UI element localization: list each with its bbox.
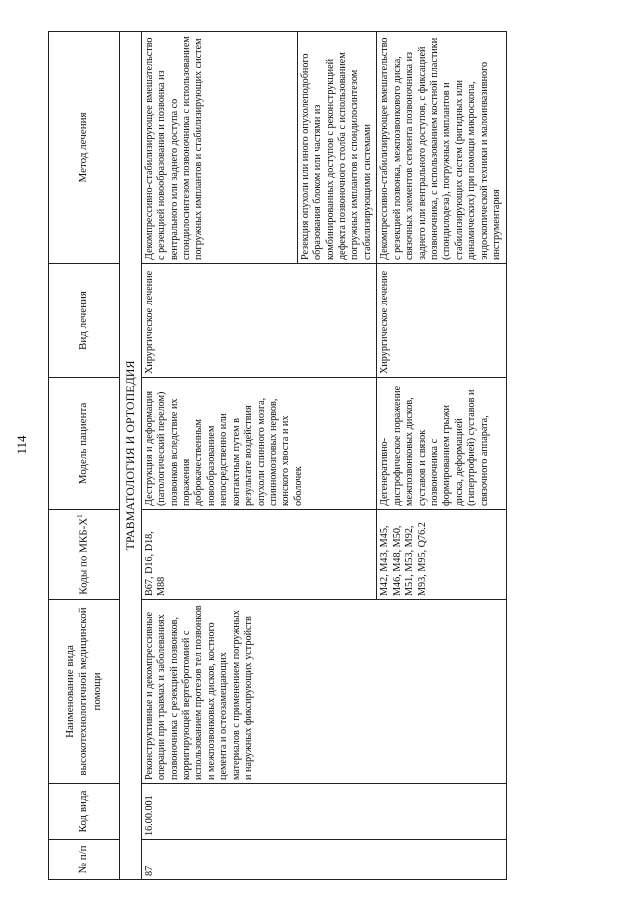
- row-type-code: 16.00.001: [141, 784, 506, 840]
- header-icd-codes: [49, 510, 120, 600]
- row-name: Реконструктивные и декомпрессивные операции при травмах и заболеваниях позвоночника с резекцией позвонков, корригирующей вертебротомией с использованием протезов тел позвонков и межпозвонковых дисков, костного цемента и остеозамещающих материалов с применением погружных и наружных фиксирующих устройств: [141, 600, 506, 784]
- row-treatment-type: Хирургическое лечение: [377, 264, 506, 378]
- section-title: ТРАВМАТОЛОГИЯ И ОРТОПЕДИЯ: [120, 32, 142, 880]
- table-row: [141, 32, 377, 880]
- header-treatment-type: Вид лечения: [49, 264, 120, 378]
- header-num: № п/п: [49, 840, 120, 880]
- method-text: Декомпрессивно-стабилизирующее вмешательство с резекцией новообразования и позвонка из вентрального или заднего доступа со спондилосинтезом позвоночника с использованием погружных имплантов и стабилизирующих систем: [142, 32, 298, 263]
- row-icd-codes: M42, M43, M45, M46, M48, M50, M51, M53, M92, M93, M95, Q76.2: [377, 510, 506, 600]
- footnote-mark: 1: [76, 514, 85, 518]
- header-type-code: Код вида: [49, 784, 120, 840]
- method-text: Резекция опухоли или иного опухолеподобного образования блоком или частями из комбинированных доступов с реконструкцией дефекта позвоночного столба с использованием погружных имплантов и спондилосинтезом стабилизирующими системами: [299, 52, 373, 260]
- page-number: 114: [14, 435, 29, 455]
- header-name: Наименование вида высокотехнологичной медицинской помощи: [49, 600, 120, 784]
- section-row: [120, 32, 142, 880]
- row-icd-codes: B67, D16, D18, M88: [141, 510, 377, 600]
- header-row: [49, 32, 120, 880]
- row-patient-model: Дегенеративно-дистрофическое поражение межпозвонковых дисков, суставов и связок позвоночника с формированием грыжи диска, деформацией (гипертрофией) суставов и связочного аппарата,: [377, 378, 506, 510]
- row-patient-model: Деструкция и деформация (патологический перелом) позвонков вследствие их поражения доброкачественным новообразованием непосредственно или контактным путем в результате воздействия опухоли спинного мозга, спинномозговых нервов, конского хвоста и их оболочек: [141, 378, 377, 510]
- header-method: Метод лечения: [49, 32, 120, 264]
- row-num: 87: [141, 840, 506, 880]
- row-treatment-type: Хирургическое лечение: [141, 264, 377, 378]
- row-methods: [141, 32, 377, 264]
- header-patient-model: Модель пациента: [49, 378, 120, 510]
- treatment-table: [48, 31, 507, 880]
- row-methods: Декомпрессивно-стабилизирующее вмешательство с резекцией позвонка, межпозвонкового диска, связочных элементов сегмента позвоночника из заднего или вентрального доступов, с фиксацией позвоночника, с использованием костной пластики (спондилодеза), погружных имплантов и стабилизирующих систем (ригидных или динамических) при помощи микроскопа, эндоскопической техники и малоинвазивного инструментария: [377, 32, 506, 264]
- header-icd-label: Коды по МКБ-X: [78, 517, 91, 595]
- rotated-table-area: [48, 32, 606, 880]
